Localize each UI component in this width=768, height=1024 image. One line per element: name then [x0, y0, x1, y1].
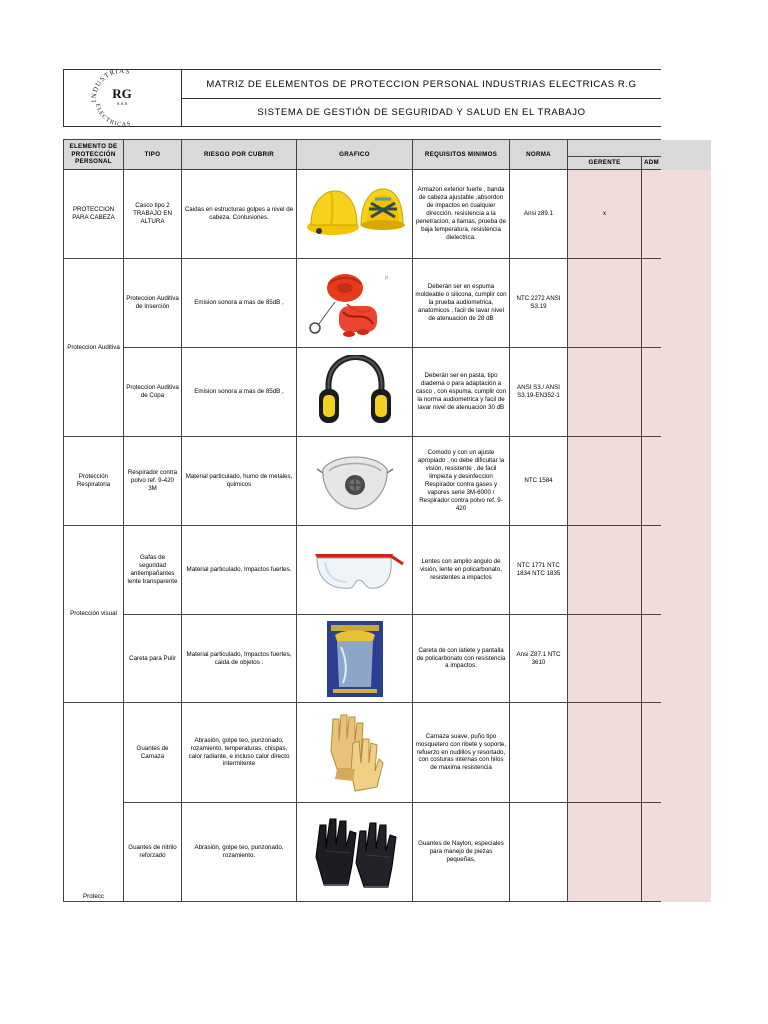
row1-gerente: [568, 259, 642, 348]
col-header-elemento: ELEMENTO DE PROTECCIÓN PERSONAL: [64, 140, 124, 170]
row3-adm: [642, 437, 661, 526]
col-header-norma: NORMA: [510, 140, 568, 170]
col-header-riesgo: RIESGO POR CUBRIR: [182, 140, 297, 170]
logo-sub-text: S.A.S: [116, 101, 128, 106]
earmuffs-image: [315, 355, 395, 429]
document-header: [63, 69, 661, 127]
nitrile-gloves-image: [310, 811, 400, 893]
row0-adm: [642, 170, 661, 259]
row6-requisitos: Carnaza suave, puño tipo mosquetero con ribete y soporte, refuerzo en nudillos y resortado, con costuras internas con hilos de maxima resistencia: [413, 703, 510, 803]
row7-gerente: [568, 803, 642, 902]
row7-tipo: Guantes de nitrilo reforzado: [124, 803, 182, 902]
document-subtitle: SISTEMA DE GESTIÓN DE SEGURIDAD Y SALUD EN EL TRABAJO: [182, 99, 661, 127]
leather-gloves-image: [325, 711, 385, 795]
company-logo: [63, 69, 182, 127]
row2-requisitos: Deberán ser en pasta, tipo diadema o para adaptación a casco , con espuma, cumplir con la norma audiometrica y facil de lavar nivel de atenuación 30 dB: [413, 348, 510, 437]
group-visual: Protección visual: [64, 526, 124, 703]
row7-grafico: [297, 803, 413, 902]
row0-tipo: Casco tipo 2 TRABAJO EN ALTURA: [124, 170, 182, 259]
logo-center-text: RG: [112, 86, 132, 101]
row0-gerente: x: [568, 170, 642, 259]
row3-riesgo: Material particulado, humo de metales, quimicos: [182, 437, 297, 526]
row5-grafico: [297, 615, 413, 703]
col-header-adm: ADM: [642, 157, 661, 170]
row3-grafico: [297, 437, 413, 526]
face-shield-image: [327, 621, 383, 697]
row1-grafico: [297, 259, 413, 348]
row4-tipo: Gafas de seguridad antiempañantes lente transparente: [124, 526, 182, 615]
respirator-image: [315, 449, 395, 513]
earplugs-image: [305, 266, 405, 340]
row0-norma: Ansi z89.1: [510, 170, 568, 259]
rg-logo-image: [64, 70, 181, 126]
row7-riesgo: Abrasión, golpe teo, punzonado, rozamiento.: [182, 803, 297, 902]
row4-gerente: [568, 526, 642, 615]
row7-norma: [510, 803, 568, 902]
logo-top-text: INDUSTRIAS: [89, 70, 132, 103]
row5-norma: Ansi Z87.1 NTC 3610: [510, 615, 568, 703]
row5-tipo: Careta para Pulir: [124, 615, 182, 703]
row1-norma: NTC 2272 ANSI S3.19: [510, 259, 568, 348]
group-cabeza: PROTECCION PARA CABEZA: [64, 170, 124, 259]
row2-gerente: [568, 348, 642, 437]
row4-norma: NTC 1771 NTC 1834 NTC 1835: [510, 526, 568, 615]
svg-text:P: P: [384, 276, 388, 282]
row6-norma: [510, 703, 568, 803]
row7-adm: [642, 803, 661, 902]
row5-adm: [642, 615, 661, 703]
row5-gerente: [568, 615, 642, 703]
row7-requisitos: Guantes de Naylon, especiales para manejo de piezas pequeñas,: [413, 803, 510, 902]
row2-grafico: [297, 348, 413, 437]
col-header-grafico: GRAFICO: [297, 140, 413, 170]
row3-tipo: Respirador contra polvo ref. 9-420 3M: [124, 437, 182, 526]
row2-adm: [642, 348, 661, 437]
row4-adm: [642, 526, 661, 615]
row5-requisitos: Careta de con latiete y pantalla de policarbonato con resistencia a impactos.: [413, 615, 510, 703]
row6-riesgo: Abrasión, golpe teo, punzonado, rozamiento, temperaturas, chispas, calor radiante, e incluso calor directo intermitente: [182, 703, 297, 803]
row2-tipo: Proteccion Auditiva de Copa: [124, 348, 182, 437]
row1-tipo: Proteccion Auditiva de Inserción: [124, 259, 182, 348]
row3-requisitos: Comodo y con un ajuste apropiado , no debe dificultar la visión, resistente , de facil limpieza y desinfeccion Respirador contra gases y vapores serie 3M-6000 / Respirador contra polvo ref. 9-420: [413, 437, 510, 526]
row0-requisitos: Armazon exterior fuerte , banda de cabeza ajustable ,absordon de impactos en cualquier dirección. resistencia a la penetracion, a llamas, prueba de baja temperatura, resistencia dielectrica.: [413, 170, 510, 259]
svg-text:ELECTRICAS: [94, 103, 132, 126]
row6-adm: [642, 703, 661, 803]
group-respiratoria: Protección Respiratoria: [64, 437, 124, 526]
row1-adm: [642, 259, 661, 348]
row6-tipo: Guantes de Carnaza: [124, 703, 182, 803]
row1-riesgo: Emision sonora a mas de 85dB ,: [182, 259, 297, 348]
row3-norma: NTC 1584: [510, 437, 568, 526]
overflow-column-strip: [661, 170, 711, 902]
document-title: MATRIZ DE ELEMENTOS DE PROTECCION PERSONAL INDUSTRIAS ELECTRICAS R.G: [182, 69, 661, 99]
col-header-gerente: GERENTE: [568, 157, 642, 170]
row2-riesgo: Emision sonora a mas de 85dB ,: [182, 348, 297, 437]
hard-hat-image: [305, 179, 405, 249]
row1-requisitos: Deberán ser en espuma moldeable o silicona, cumplir con la prueba audiometrica, anatomicos , facil de lavar nivel de atenuación de 28 dB: [413, 259, 510, 348]
row6-grafico: [297, 703, 413, 803]
row4-requisitos: Lentes con amplio angulo de visión, lente en policarbonato, resistentes a impactos: [413, 526, 510, 615]
safety-glasses-image: [305, 540, 405, 600]
col-header-requisitos: REQUISITOS MINIMOS: [413, 140, 510, 170]
logo-bottom-text: ELECTRICAS: [93, 103, 132, 126]
row3-gerente: [568, 437, 642, 526]
row6-gerente: [568, 703, 642, 803]
overflow-header-strip: [661, 140, 711, 170]
row2-norma: ANSI S3./ ANSI S3.19-EN352-1: [510, 348, 568, 437]
row4-grafico: [297, 526, 413, 615]
row4-riesgo: Material particulado, Impactos fuertes.: [182, 526, 297, 615]
group-manos: Protecc: [64, 703, 124, 902]
col-header-tipo: TIPO: [124, 140, 182, 170]
group-auditiva: Proteccion Auditiva: [64, 259, 124, 437]
row5-riesgo: Material particulado, Impactos fuertes, caida de objetos .: [182, 615, 297, 703]
row0-riesgo: Caidas en estructuras golpes a nivel de cabeza, Contusiones.: [182, 170, 297, 259]
row0-grafico: [297, 170, 413, 259]
